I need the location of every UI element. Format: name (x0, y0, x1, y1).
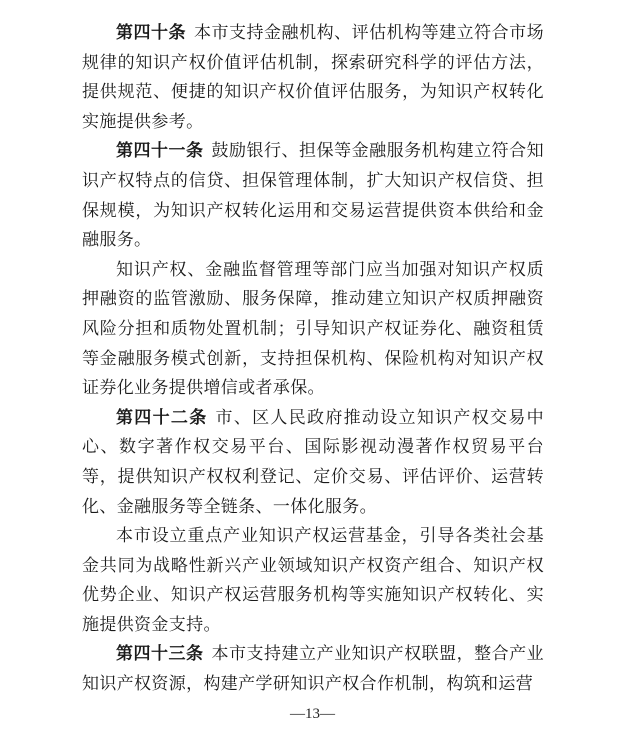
article-42-paragraph-2 (82, 522, 544, 640)
article-43 (82, 640, 544, 699)
article-42 (82, 404, 544, 522)
article-number: 第四十条 (116, 23, 187, 43)
article-body: 市、区人民政府推动设立知识产权交易中心、数字著作权交易平台、国际影视动漫著作权贸易平台等，提供知识产权权利登记、定价交易、评估评价、运营转化、金融服务等全链条、一体化服务。 (82, 407, 544, 517)
article-number: 第四十二条 (116, 407, 208, 428)
regulation-text (82, 19, 544, 700)
article-number: 第四十三条 (116, 644, 204, 665)
article-body: 本市支持金融机构、评估机构等建立符合市场规律的知识产权价值评估机制，探索研究科学的评估方法，提供规范、便捷的知识产权价值评估服务，为知识产权转化实施提供参考。 (82, 23, 544, 132)
article-body: 本市支持建立产业知识产权联盟，整合产业知识产权资源，构建产学研知识产权合作机制，构筑和运营 (82, 644, 544, 695)
paragraph-body: 知识产权、金融监督管理等部门应当加强对知识产权质押融资的监管激励、服务保障，推动建立知识产权质押融资风险分担和质物处置机制；引导知识产权证券化、融资租赁等金融服务模式创新，支持担保机构、保险机构对知识产权证券化业务提供增信或者承保。 (82, 259, 544, 399)
page-number: —13— (290, 706, 335, 722)
article-41 (82, 137, 544, 255)
article-40 (82, 19, 544, 137)
article-number: 第四十一条 (116, 141, 204, 162)
article-41-paragraph-2 (82, 256, 544, 404)
article-body: 鼓励银行、担保等金融服务机构建立符合知识产权特点的信贷、担保管理体制，扩大知识产权信贷、担保规模，为知识产权转化运用和交易运营提供资本供给和金融服务。 (82, 141, 544, 251)
paragraph-body: 本市设立重点产业知识产权运营基金，引导各类社会基金共同为战略性新兴产业领域知识产权资产组合、知识产权优势企业、知识产权运营服务机构等实施知识产权转化、实施提供资金支持。 (82, 526, 544, 635)
